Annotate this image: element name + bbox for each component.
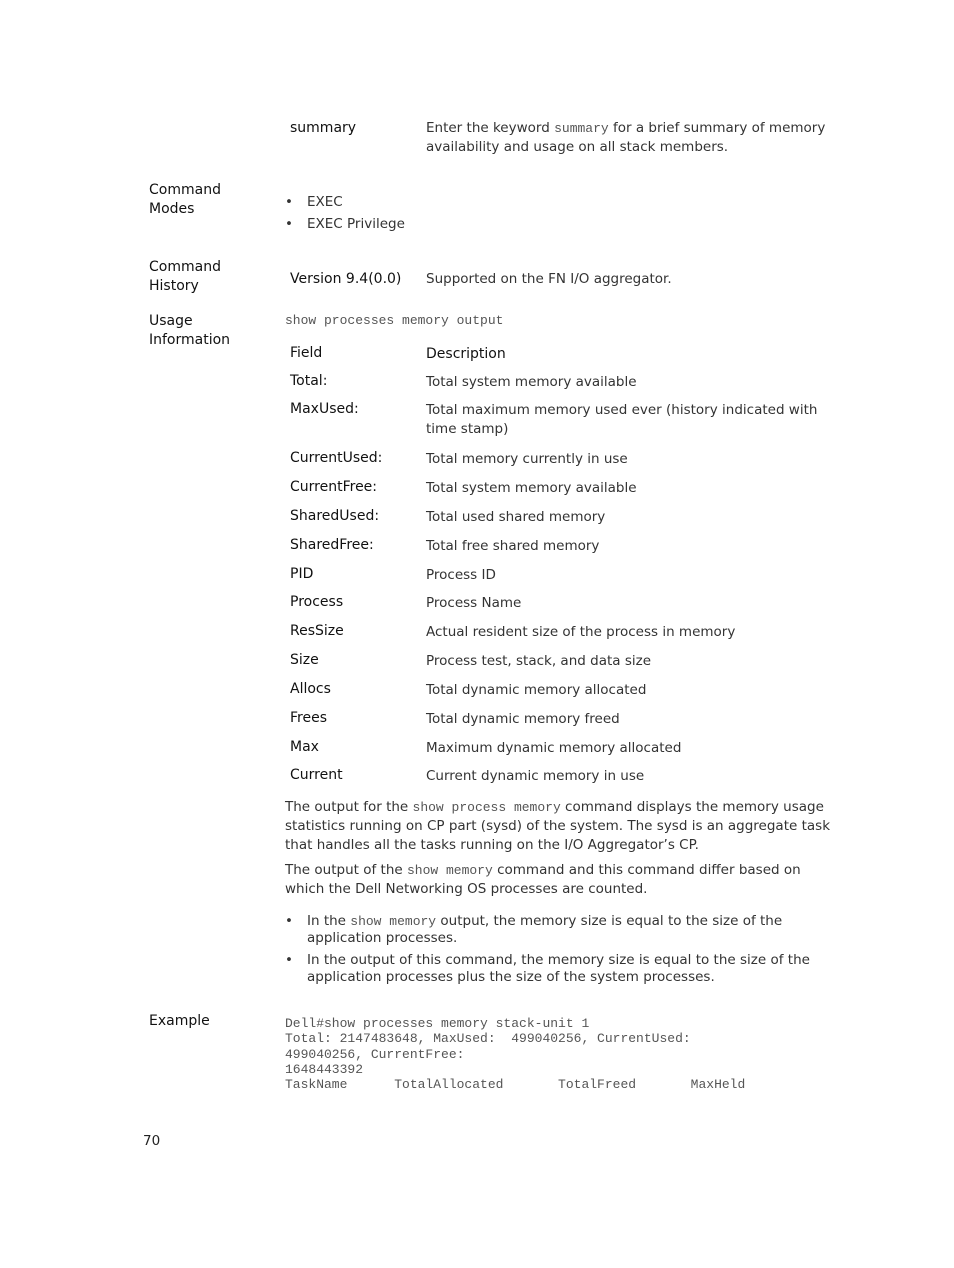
code-line: 499040256, CurrentFree: — [285, 1046, 465, 1062]
example-label: Example — [149, 1013, 210, 1029]
page-number: 70 — [143, 1133, 161, 1149]
list-item: • In the show memory output, the memory size is equal to the size of the application processes. — [285, 913, 783, 946]
usage-bullet-list — [285, 913, 815, 986]
code-line: TaskName TotalAllocated TotalFreed MaxHeld — [285, 1077, 746, 1093]
param-summary-description: Enter the keyword summary for a brief summary of memory availability and usage on all stack members. — [426, 120, 826, 155]
param-summary-keyword: summary — [290, 120, 357, 136]
history-description: Supported on the FN I/O aggregator. — [426, 271, 672, 287]
table-header-description: Description — [426, 346, 506, 362]
code-line: 1648443392 — [285, 1061, 364, 1077]
code-line: Dell#show processes memory stack-unit 1 — [285, 1016, 590, 1031]
command-modes-list — [285, 193, 405, 234]
usage-paragraph-1: The output for the show process memory command displays the memory usage statistics running on CP part (sysd) of the system. The sysd is an aggregate task that handles all the tasks running on the I/O Aggregator’s CP. — [285, 799, 831, 853]
command-history-label: Command History — [149, 259, 221, 294]
command-modes-label: Command Modes — [149, 182, 221, 217]
list-item: • EXEC Privilege — [285, 216, 405, 232]
list-item: • In the output of this command, the memory size is equal to the size of the application processes plus the size of the system processes. — [285, 952, 810, 985]
example-code-block — [285, 1016, 745, 1092]
usage-information-label: Usage Information — [149, 313, 231, 348]
list-item: • EXEC — [285, 194, 343, 210]
usage-code-title: show processes memory output — [285, 313, 504, 328]
code-line: Total: 2147483648, MaxUsed: 499040256, CurrentUsed: — [285, 1031, 691, 1047]
history-version: Version 9.4(0.0) — [290, 271, 402, 287]
table-header-field: Field — [290, 345, 323, 361]
usage-paragraph-2: The output of the show memory command and this command differ based on which the Dell Networking OS processes are counted. — [285, 862, 801, 897]
